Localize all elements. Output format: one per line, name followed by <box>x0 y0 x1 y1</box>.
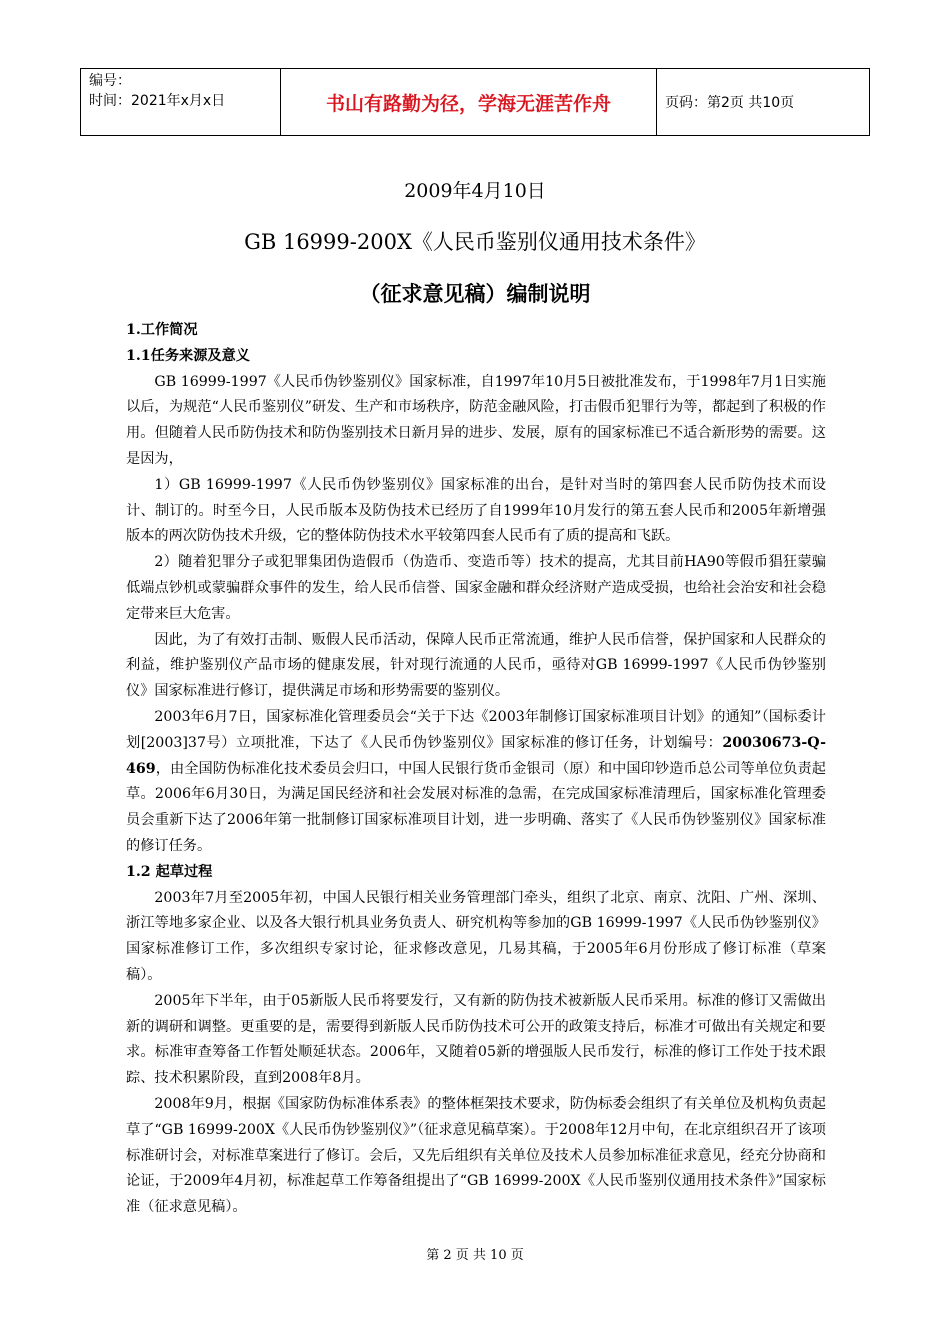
plan-code: 20030673-Q-469 <box>126 734 826 777</box>
section-heading: 1.1任务来源及意义 <box>126 347 250 364</box>
doc-title: GB 16999-200X《人民币鉴别仪通用技术条件》 <box>244 230 706 254</box>
paragraph: 因此，为了有效打击制、贩假人民币活动，保障人民币正常流通，维护人民币信誉，保护国家和人民群众的利益，维护鉴别仪产品市场的健康发展，针对现行流通的人民币，亟待对GB 16999-1997《人民币伪钞鉴别仪》国家标准进行修订，提供满足市场和形势需要的鉴别仪。 <box>126 631 826 700</box>
doc-date: 2009年4月10日 <box>404 180 546 202</box>
header-motto: 书山有路勤为径，学海无涯苦作舟 <box>281 69 657 135</box>
serial-label: 编号： <box>89 73 131 89</box>
page-footer: 第 2 页 共 10 页 <box>426 1248 524 1263</box>
paragraph: GB 16999-1997《人民币伪钞鉴别仪》国家标准，自1997年10月5日被批准发布，于1998年7月1日实施以后，为规范“人民币鉴别仪”研发、生产和市场秩序，防范金融风险，打击假币犯罪行为等，都起到了积极的作用。但随着人民币防伪技术和防伪鉴别技术日新月异的进步、发展，原有的国家标准已不适合新形势的需要。这是因为， <box>126 373 826 467</box>
paragraph: 2003年7月至2005年初，中国人民银行相关业务管理部门牵头，组织了北京、南京、沈阳、广州、深圳、浙江等地多家企业、以及各大银行机具业务负责人、研究机构等参加的GB 16999-1997《人民币伪钞鉴别仪》国家标准修订工作，多次组织专家讨论，征求修改意见，几易其稿，于2005年6月份形成了修订标准（草案稿）。 <box>126 889 826 983</box>
doc-subtitle: （征求意见稿）编制说明 <box>359 281 591 306</box>
paragraph <box>126 705 826 860</box>
paragraph-text: ，由全国防伪标准化技术委员会归口，中国人民银行货币金银司（原）和中国印钞造币总公司等单位负责起草。2006年6月30日，为满足国民经济和社会发展对标准的急需，在完成国家标准清理后，国家标准化管理委员会重新下达了2006年第一批制修订国家标准项目计划，进一步明确、落实了《人民币伪钞鉴别仪》国家标准的修订任务。 <box>126 760 826 854</box>
paragraph: 2008年9月，根据《国家防伪标准体系表》的整体框架技术要求，防伪标委会组织了有关单位及机构负责起草了“GB 16999-200X《人民币伪钞鉴别仪》”（征求意见稿草案）。于2008年12月中旬，在北京组织召开了该项标准研讨会，对标准草案进行了修订。会后，又先后组织有关单位及技术人员参加标准征求意见，经充分协商和论证，于2009年4月初，标准起草工作筹备组提出了“GB 16999-200X《人民币鉴别仪通用技术条件》”国家标准（征求意见稿）。 <box>126 1095 826 1216</box>
paragraph: 2）随着犯罪分子或犯罪集团伪造假币（伪造币、变造币等）技术的提高，尤其目前HA90等假币猖狂蒙骗低端点钞机或蒙骗群众事件的发生，给人民币信誉、国家金融和群众经济财产造成受损，也给社会治安和社会稳定带来巨大危害。 <box>126 554 826 622</box>
paragraph: 2005年下半年，由于05新版人民币将要发行，又有新的防伪技术被新版人民币采用。标准的修订又需做出新的调研和调整。更重要的是，需要得到新版人民币防伪技术可公开的政策支持后，标准才可做出有关规定和要求。标准审查筹备工作暂处顺延状态。2006年，又随着05新的增强版人民币发行，标准的修订工作处于技术跟踪、技术积累阶段，直到2008年8月。 <box>126 992 826 1087</box>
paragraph-text: 2003年6月7日，国家标准化管理委员会“关于下达《2003年制修订国家标准项目计划》的通知”（国标委计划[2003]37号）立项批准，下达了《人民币伪钞鉴别仪》国家标准的修订任务，计划编号： <box>126 708 826 751</box>
time-label: 时间：2021年x月x日 <box>89 93 226 109</box>
paragraph: 1）GB 16999-1997《人民币伪钞鉴别仪》国家标准的出台，是针对当时的第四套人民币防伪技术而设计、制订的。时至今日，人民币版本及防伪技术已经历了自1999年10月发行的第五套人民币和2005年新增强版本的两次防伪技术升级，它的整体防伪技术水平较第四套人民币有了质的提高和飞跃。 <box>126 476 826 545</box>
section-heading: 1.工作简况 <box>126 322 198 338</box>
document-body <box>126 318 826 1221</box>
header-page-info: 页码：第2页 共10页 <box>665 95 795 111</box>
header-meta <box>81 69 281 135</box>
page-header <box>80 68 870 136</box>
section-heading: 1.2 起草过程 <box>126 863 213 880</box>
